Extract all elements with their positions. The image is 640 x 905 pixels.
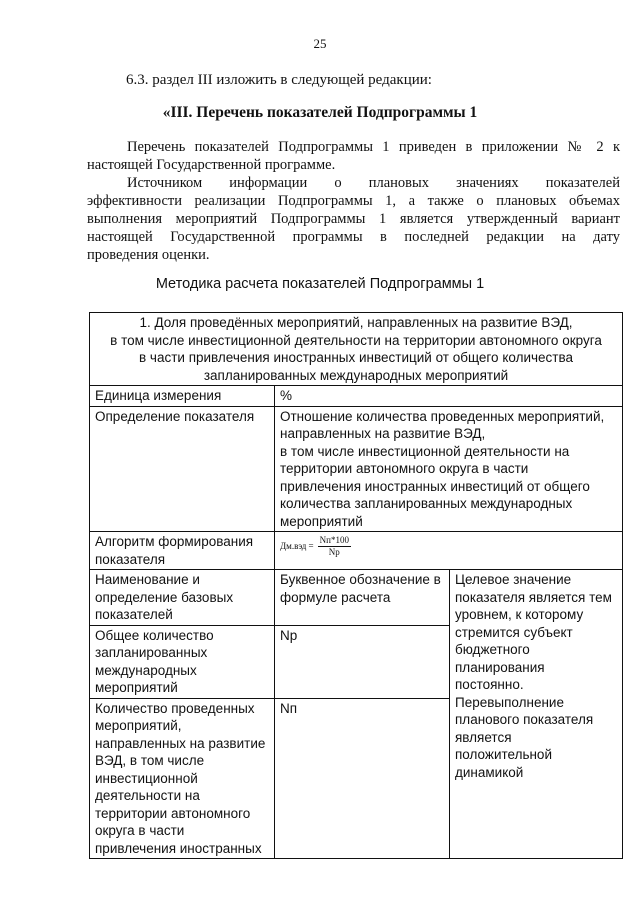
base-name-header — [90, 570, 275, 626]
base-name-line: привлечения иностранных — [95, 840, 262, 856]
definition-line: количества запланированных международных — [280, 496, 573, 511]
base-symbol-held: Nп — [275, 698, 450, 859]
base-symbol-planned: Nр — [275, 625, 450, 698]
definition-label: Определение показателя — [90, 406, 275, 532]
base-name-line: мероприятий, — [95, 718, 182, 733]
definition-line: привлечения иностранных инвестиций от общего — [280, 478, 590, 494]
indicator-title-line: в том числе инвестиционной деятельности на территории автономного округа — [110, 332, 602, 348]
base-name-line: международных — [95, 662, 197, 678]
base-name-line: округа в части — [95, 823, 185, 838]
algorithm-row — [90, 532, 623, 570]
formula-denominator: Nр — [328, 547, 340, 557]
formula-cell — [275, 532, 623, 570]
base-name-line: территории автономного — [95, 805, 251, 821]
algorithm-label-line: показателя — [95, 551, 166, 567]
target-value-line: показателя является тем — [455, 589, 612, 605]
target-value-cell — [450, 570, 623, 859]
indicator-title-line: в части привлечения иностранных инвестиций от общего количества — [139, 350, 574, 365]
base-name-line: деятельности на — [95, 788, 200, 803]
algorithm-label-line: Алгоритм формирования — [95, 534, 254, 549]
definition-line: в том числе инвестиционной деятельности на — [280, 443, 570, 459]
paragraph-indicators-list — [87, 138, 620, 174]
amendment-item-line: 6.3. раздел III изложить в следующей редакции: — [126, 72, 432, 88]
base-name-line: Количество проведенных — [95, 700, 255, 716]
paragraph-line: Перечень показателей Подпрограммы 1 приведен в приложении № 2 к — [127, 139, 620, 155]
methodology-table — [89, 312, 623, 859]
calculation-formula — [280, 533, 617, 558]
indicator-title-row — [90, 313, 623, 386]
base-name-header-line: показателей — [95, 607, 173, 622]
base-symbol-header — [275, 570, 450, 626]
base-name-line: Общее количество — [95, 627, 214, 643]
definition-line: направленных на развитие ВЭД, — [280, 426, 486, 441]
unit-value: % — [275, 386, 623, 407]
base-name-line: ВЭД, в том числе — [95, 753, 205, 768]
target-value-line: Перевыполнение — [455, 694, 564, 710]
base-name-header-line: определение базовых — [95, 589, 234, 605]
unit-label: Единица измерения — [90, 386, 275, 407]
unit-row — [90, 386, 623, 407]
paragraph-line: настоящей Государственной программы в последней редакции на дату — [87, 229, 620, 245]
formula-fraction — [318, 535, 351, 558]
algorithm-label — [90, 532, 275, 570]
definition-row — [90, 406, 623, 532]
base-name-line: инвестиционной — [95, 770, 198, 786]
target-value-line: положительной — [455, 747, 552, 762]
paragraph-information-source — [87, 174, 620, 264]
base-name-line: направленных на развитие — [95, 735, 266, 751]
section-heading: «III. Перечень показателей Подпрограммы 1 — [162, 104, 478, 121]
target-value-line: уровнем, к которому — [455, 607, 584, 622]
paragraph-line: эффективности реализации Подпрограммы 1, а также о плановых объемах — [87, 193, 620, 209]
target-value-line: планирования — [455, 659, 545, 675]
paragraph-line: выполнения мероприятий Подпрограммы 1 является утвержденный вариант — [87, 211, 620, 227]
target-value-line: планового показателя — [455, 712, 594, 727]
target-value-line: стремится субъект — [455, 624, 573, 640]
definition-line: мероприятий — [280, 513, 363, 529]
target-value-line: является — [455, 729, 512, 745]
base-symbol-header-line: формуле расчета — [280, 589, 391, 605]
target-value-line: постоянно. — [455, 677, 524, 692]
base-name-line: запланированных — [95, 645, 208, 660]
page-number: 25 — [313, 36, 327, 51]
base-symbol-header-line: Буквенное обозначение в — [280, 572, 441, 587]
base-name-held — [90, 698, 275, 859]
formula-numerator: Nп*100 — [319, 535, 349, 545]
base-name-header-line: Наименование и — [95, 572, 200, 587]
target-value-line: Целевое значение — [455, 572, 572, 587]
indicator-title-line: 1. Доля проведённых мероприятий, направленных на развитие ВЭД, — [139, 315, 573, 330]
paragraph-line: Источником информации о плановых значениях показателей — [127, 175, 620, 191]
target-value-line: бюджетного — [455, 642, 530, 657]
base-header-row — [90, 570, 623, 626]
indicator-title-line: запланированных международных мероприятий — [203, 367, 509, 383]
target-value-line: динамикой — [455, 764, 524, 780]
paragraph-line: настоящей Государственной программе. — [87, 157, 336, 173]
base-name-line: мероприятий — [95, 680, 178, 695]
base-name-planned — [90, 625, 275, 698]
formula-lhs: Дм.вэд = — [280, 540, 314, 551]
paragraph-line: проведения оценки. — [87, 247, 210, 263]
indicator-title-cell — [90, 313, 623, 386]
definition-value — [275, 406, 623, 532]
methodology-title: Методика расчета показателей Подпрограммы 1 — [155, 276, 485, 292]
definition-line: территории автономного округа в части — [280, 461, 529, 476]
definition-line: Отношение количества проведенных мероприятий, — [280, 408, 605, 424]
